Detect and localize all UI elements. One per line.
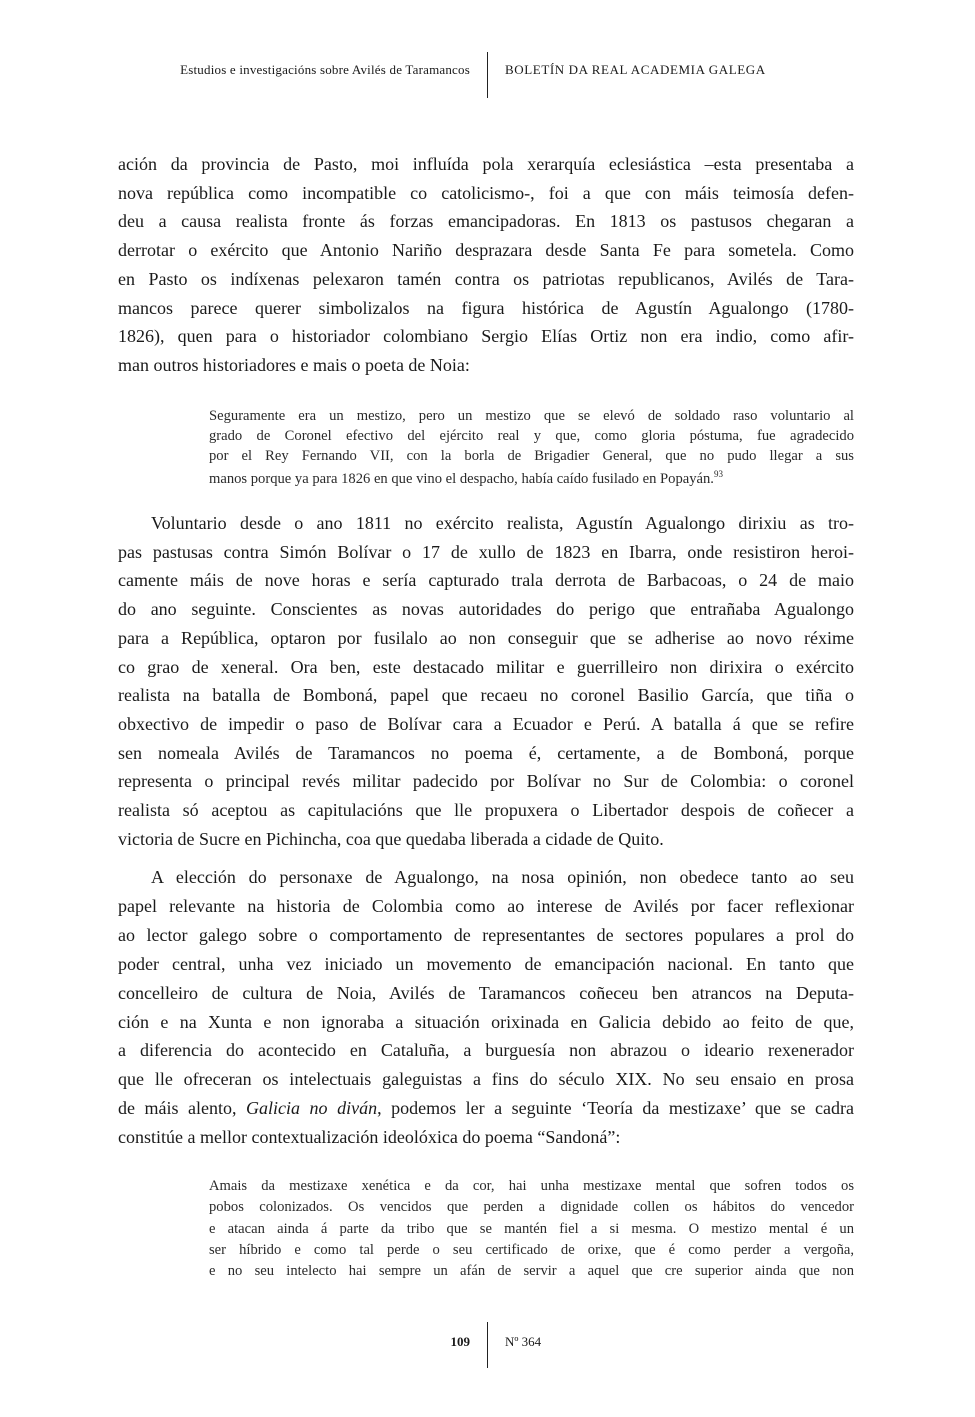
text-line: constitúe a mellor contextualización ideolóxica do poema “Sandoná”: [118,1127,621,1148]
text-line: en Pasto os indíxenas pelexaron tamén contra os patriotas republicanos, Avilés de Tara- [118,268,854,289]
text-line [209,469,854,488]
text-line: 1826), quen para o historiador colombiano Sergio Elías Ortiz non era indio, como afir- [118,326,854,347]
issue-number: Nº 364 [505,1334,542,1349]
text-line: A elección do personaxe de Agualongo, na nosa opinión, non obedece tanto ao seu [151,867,854,887]
text-line: Amais da mestizaxe xenética e da cor, hai unha mestizaxe mental que sofren todos os [209,1178,854,1194]
text-line [118,1098,854,1119]
header-article-title: Estudios e investigacións sobre Avilés de Taramancos [180,62,470,77]
text-line: e no seu intelecto hai sempre un afán de servir a aquel que cre superior ainda que non [209,1263,854,1280]
page-number: 109 [450,1334,470,1349]
text-line: camente máis de nove horas e sería capturado trala derrota de Barbacoas, o 24 de maio [118,570,854,591]
text-line: para a República, optaron por fusilalo ao non conseguir que se adherise ao novo réxime [118,627,854,648]
text-line: derrotar o exército que Antonio Nariño desprazara desde Santa Fe para sometela. Como [118,240,854,261]
text-line: do ano seguinte. Conscientes as novas autoridades do perigo que entrañaba Agualongo [118,599,854,620]
text-line: sen nomeala Avilés de Taramancos no poema é, certamente, a de Bomboná, porque [118,742,854,763]
text-line: pobos colonizados. Os vencidos que perden a dignidade collen os hábitos do vencedor [209,1199,854,1216]
text-line: papel relevante na historia de Colombia como ao interese de Avilés por facer reflexionar [118,895,854,916]
text-line: ación da provincia de Pasto, moi influída pola xerarquía eclesiástica –esta presentaba a [118,154,854,174]
text-line: por el Rey Fernando VII, con la borla de Brigadier General, que no pudo llegar a sus [209,448,854,465]
italic-title: Galicia no diván [246,1098,378,1119]
text-segment: de máis alento, [118,1098,247,1119]
text-line: deu a causa realista fronte ás forzas emancipadoras. En 1813 os pastusos chegaran a [118,211,854,232]
footnote-ref: 93 [713,468,723,479]
text-line: nova república como incompatible co catolicismo-, foi a que con máis teimosía defen- [118,182,854,203]
footer-divider [487,1322,488,1368]
text-line: ción e na Xunta e non ignoraba a situación orixinada en Galicia debido ao feito de que, [118,1011,854,1032]
text-line: que lle ofreceran os intelectuais galeguistas a fins do século XIX. No seu ensaio en prosa [118,1069,854,1090]
text-line: ao lector galego sobre o comportamento de representantes de sectores populares a prol do [118,924,854,945]
header-journal-title: BOLETÍN DA REAL ACADEMIA GALEGA [505,62,766,77]
text-line: grado de Coronel efectivo del ejército real y que, como gloria póstuma, fue agradecido [209,428,854,445]
text-segment: , podemos ler a seguinte ‘Teoría da mestizaxe’ que se cadra [377,1098,855,1119]
text-line: realista só aceptou as capitulacións que lle propuxera o Libertador despois de coñecer a [118,800,854,820]
text-line: man outros historiadores e mais o poeta de Noia: [118,354,470,375]
text-line: poder central, unha vez iniciado un movemento de emancipación nacional. En tanto que [118,953,854,974]
text-line: Voluntario desde o ano 1811 no exército realista, Agustín Agualongo dirixiu as tro- [151,513,854,533]
text-line: ser híbrido e como tal perde o seu certificado de orixe, que é como perder a vergoña, [209,1241,854,1258]
text-line: a diferencia do acontecido en Cataluña, a burguesía non abrazou o ideario rexenerador [118,1040,854,1061]
text-line: Seguramente era un mestizo, pero un mestizo que se elevó de soldado raso voluntario al [209,408,854,424]
text-line: mancos parece querer simbolizalos na figura histórica de Agustín Agualongo (1780- [118,297,854,318]
text-line: realista na batalla de Bomboná, papel que recaeu no coronel Basilio García, que tiña o [118,685,854,706]
text-line: obxectivo de impedir o paso de Bolívar cara a Ecuador e Perú. A batalla á que se refire [118,713,854,734]
text-line: victoria de Sucre en Pichincha, coa que quedaba liberada a cidade de Quito. [118,828,664,849]
text-line: representa o principal revés militar padecido por Bolívar no Sur de Colombia: o coronel [118,771,854,792]
text-segment: manos porque ya para 1826 en que vino el despacho, había caído fusilado en Popayán. [209,470,714,487]
text-line: e atacan ainda á parte da tribo que se mantén fiel a si mesma. O mestizo mental é un [209,1220,854,1237]
text-line: concelleiro de cultura de Noia, Avilés de Taramancos coñeceu ben atrancos na Deputa- [118,982,854,1003]
text-line: co grao de xeneral. Ora ben, este destacado militar e guerrilleiro non dirixira o exército [118,656,854,677]
text-line: pas pastusas contra Simón Bolívar o 17 de xullo de 1823 en Ibarra, onde resistiron heroi- [118,541,854,562]
header-divider [487,52,488,98]
